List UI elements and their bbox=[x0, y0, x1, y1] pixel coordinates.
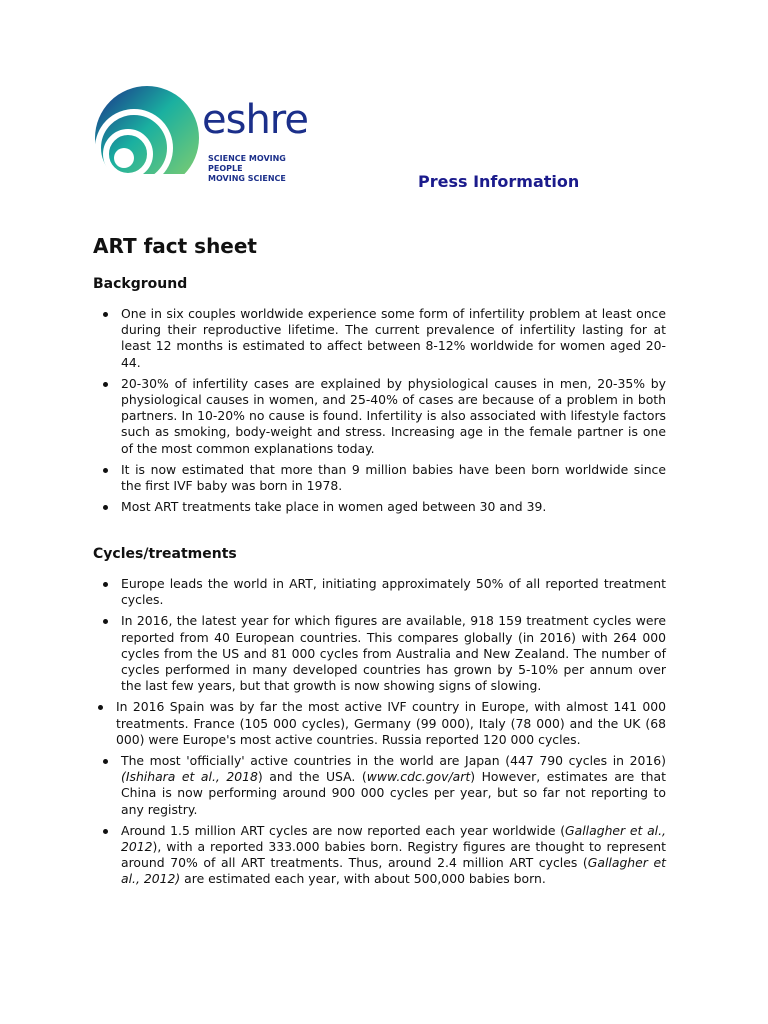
list-item: Around 1.5 million ART cycles are now reported each year worldwide (Gallagher et al., 2012), with a reported 333.000 babies born. Registry figures are thought to represent around 70% of all ART treatments. Thus, around 2.4 million ART cycles (Gallagher et al., 2012) are estimated each year, with about 500,000 babies born. bbox=[93, 823, 666, 888]
logo-tagline: SCIENCE MOVING PEOPLE MOVING SCIENCE bbox=[208, 154, 286, 183]
background-heading: Background bbox=[93, 276, 188, 292]
bullet-icon bbox=[103, 505, 108, 510]
citation: Gallagher et al., 2012 bbox=[121, 822, 666, 855]
logo-swirl-icon bbox=[92, 86, 202, 190]
list-item: Europe leads the world in ART, initiating approximately 50% of all reported treatment cycles. bbox=[93, 576, 666, 608]
bullet-icon bbox=[103, 312, 108, 317]
bullet-icon bbox=[98, 705, 103, 710]
list-item: The most 'officially' active countries in the world are Japan (447 790 cycles in 2016) (Ishihara et al., 2018) and the USA. (www.cdc.gov/art) However, estimates are that China is now performing around 900 000 cycles per year, but so far not reporting to any registry. bbox=[93, 753, 666, 818]
citation: (Ishihara et al., 2018 bbox=[121, 769, 258, 785]
citation: Gallagher et al., 2012) bbox=[121, 855, 666, 887]
bullet-icon bbox=[103, 829, 108, 834]
bullet-icon bbox=[103, 619, 108, 624]
bullet-icon bbox=[103, 382, 108, 387]
list-item: In 2016 Spain was by far the most active IVF country in Europe, with almost 141 000 treatments. France (105 000 cycles), Germany (99 000), Italy (78 000) and the UK (68 000) were Europe's most active countries. Russia reported 120 000 cycles. bbox=[93, 699, 666, 748]
logo-wordmark: eshre bbox=[202, 97, 308, 143]
list-item: It is now estimated that more than 9 million babies have been born worldwide since the first IVF baby was born in 1978. bbox=[93, 462, 666, 494]
list-item: One in six couples worldwide experience some form of infertility problem at least once during their reproductive lifetime. The current prevalence of infertility lasting for at least 12 months is estimated to affect between 8-12% worldwide for women aged 20-44. bbox=[93, 306, 666, 371]
cycles-heading: Cycles/treatments bbox=[93, 546, 237, 562]
bullet-icon bbox=[103, 759, 108, 764]
cycles-list bbox=[93, 576, 666, 893]
bullet-icon bbox=[103, 468, 108, 473]
background-list bbox=[93, 306, 666, 520]
list-item: 20-30% of infertility cases are explained by physiological causes in men, 20-35% by physiological causes in women, and 25-40% of cases are because of a problem in both partners. In 10-20% no cause is found. Infertility is also associated with lifestyle factors such as smoking, body-weight and stress. Increasing age in the female partner is one of the most common explanations today. bbox=[93, 376, 666, 457]
list-item: In 2016, the latest year for which figures are available, 918 159 treatment cycles were reported from 40 European countries. This compares globally (in 2016) with 264 000 cycles from the US and 81 000 cycles from Australia and New Zealand. The number of cycles performed in many developed countries has grown by 5-10% per annum over the last few years, but that growth is now showing signs of slowing. bbox=[93, 613, 666, 694]
press-information-label: Press Information bbox=[418, 172, 580, 191]
bullet-icon bbox=[103, 582, 108, 587]
citation-link: www.cdc.gov/art bbox=[366, 769, 471, 785]
list-item: Most ART treatments take place in women aged between 30 and 39. bbox=[93, 499, 666, 515]
page-title: ART fact sheet bbox=[93, 234, 257, 258]
eshre-logo bbox=[92, 86, 312, 190]
